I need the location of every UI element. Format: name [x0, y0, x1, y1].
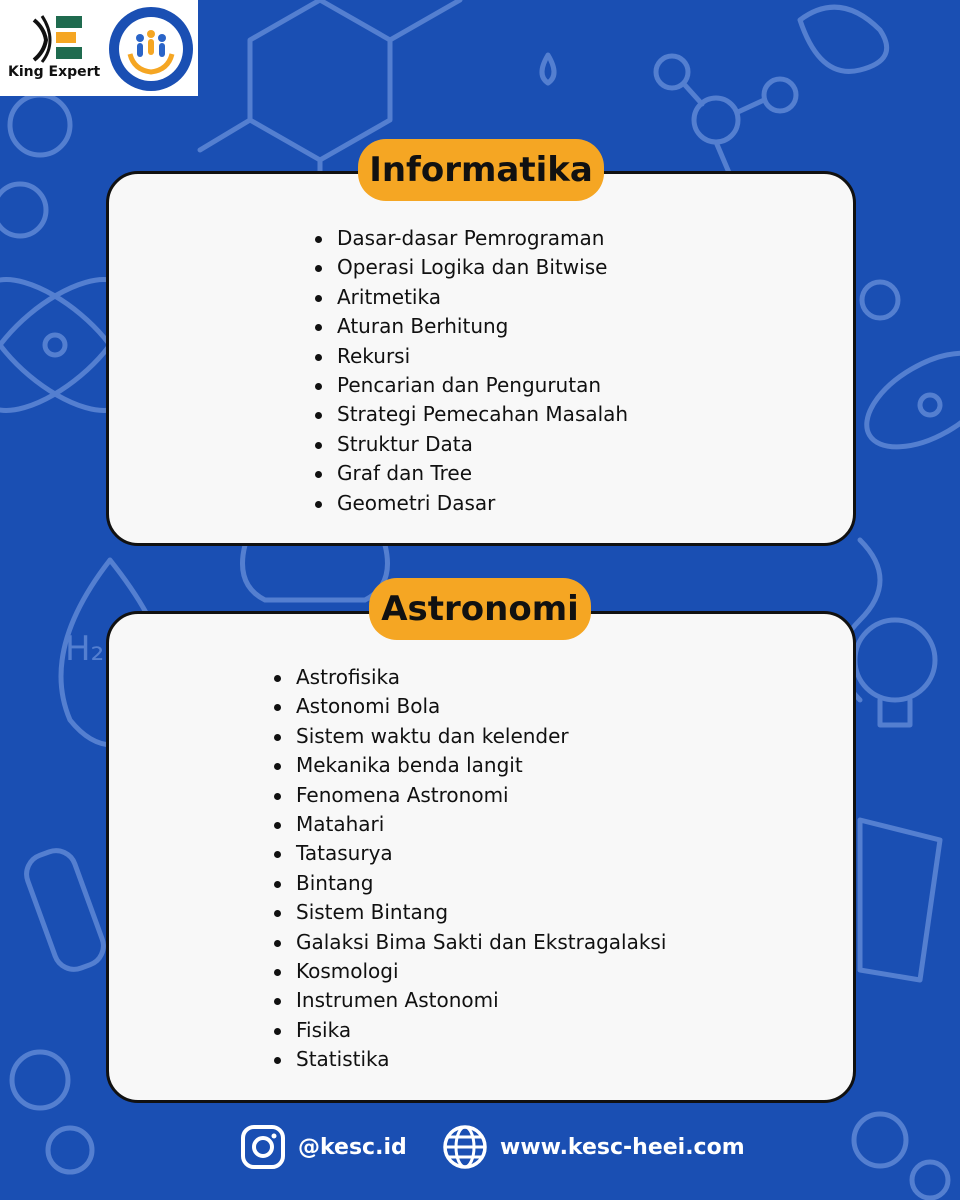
- instagram-link[interactable]: [240, 1124, 407, 1170]
- website-url[interactable]: www.kesc-heei.com: [500, 1134, 745, 1160]
- list-item: Aritmetika: [313, 283, 628, 312]
- list-item: Sistem waktu dan kelender: [272, 722, 666, 751]
- kesc-badge-icon: [106, 4, 196, 94]
- list-item: Operasi Logika dan Bitwise: [313, 253, 628, 282]
- list-item: Geometri Dasar: [313, 489, 628, 518]
- list-item: Statistika: [272, 1045, 666, 1074]
- informatika-title: Informatika: [358, 139, 604, 201]
- list-item: Mekanika benda langit: [272, 751, 666, 780]
- list-item: Tatasurya: [272, 839, 666, 868]
- list-item: Fenomena Astronomi: [272, 781, 666, 810]
- list-item: Matahari: [272, 810, 666, 839]
- list-item: Struktur Data: [313, 430, 628, 459]
- astronomi-title: Astronomi: [369, 578, 591, 640]
- list-item: Bintang: [272, 869, 666, 898]
- informatika-topic-list: [313, 224, 628, 518]
- brand-name: King Expert: [8, 64, 101, 80]
- list-item: Kosmologi: [272, 957, 666, 986]
- list-item: Aturan Berhitung: [313, 312, 628, 341]
- list-item: Rekursi: [313, 342, 628, 371]
- list-item: Dasar-dasar Pemrograman: [313, 224, 628, 253]
- astronomi-topic-list: [272, 663, 666, 1074]
- globe-icon: [442, 1124, 488, 1170]
- list-item: Strategi Pemecahan Masalah: [313, 400, 628, 429]
- list-item: Fisika: [272, 1016, 666, 1045]
- list-item: Sistem Bintang: [272, 898, 666, 927]
- logo-area: [0, 0, 198, 96]
- list-item: Graf dan Tree: [313, 459, 628, 488]
- website-link[interactable]: [442, 1124, 745, 1170]
- list-item: Galaksi Bima Sakti dan Ekstragalaksi: [272, 928, 666, 957]
- svg-text:H₂: H₂: [65, 629, 105, 669]
- list-item: Astrofisika: [272, 663, 666, 692]
- king-expert-logo-icon: [30, 10, 86, 66]
- list-item: Astonomi Bola: [272, 692, 666, 721]
- list-item: Pencarian dan Pengurutan: [313, 371, 628, 400]
- list-item: Instrumen Astonomi: [272, 986, 666, 1015]
- instagram-handle[interactable]: @kesc.id: [298, 1134, 407, 1160]
- instagram-icon: [240, 1124, 286, 1170]
